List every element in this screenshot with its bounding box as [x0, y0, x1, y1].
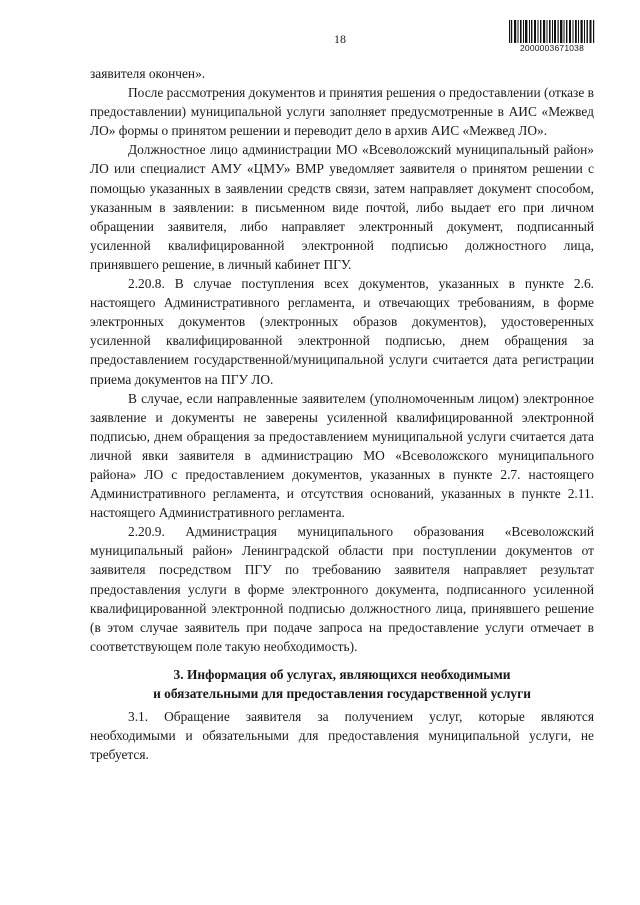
barcode-number: 2000003671038: [508, 43, 596, 53]
section-3-heading: [90, 665, 594, 703]
page-number: 18: [334, 32, 346, 46]
section-3-heading-line-1: 3. Информация об услугах, являющихся необходимыми: [173, 666, 511, 682]
paragraph-notification: Должностное лицо администрации МО «Всеволожский муниципальный район» ЛО или специалист АМУ «ЦМУ» ВМР уведомляет заявителя о принятом решении с помощью указанных в заявлении средств связи, затем направляет документ способом, указанным в заявлении: в письменном виде почтой, либо выдает его при личном обращении заявителя, либо направляет электронный документ, подписанный усиленной квалифицированной электронной подписью должностного лица, принявшего решение, в личный кабинет ПГУ.: [90, 142, 594, 272]
paragraph-2-20-9: 2.20.9. Администрация муниципального образования «Всеволожский муниципальный район» Ленинградской области при поступлении документов от заявителя посредством ПГУ по требованию заявителя направляет результат предоставления услуги в форме электронного документа, подписанного усиленной квалифицированной электронной подписью должностного лица, принявшего решение (в этом случае заявитель при подаче запроса на предоставление услуги отмечает в соответствующем поле такую необходимость).: [90, 524, 594, 654]
paragraph-2-20-8: 2.20.8. В случае поступления всех документов, указанных в пункте 2.6. настоящего Административного регламента, и отвечающих требованиям, в форме электронных документов (электронных образов документов), удостоверенных усиленной квалифицированной электронной подписью, днем обращения за предоставлением государственной/муниципальной услуги считается дата регистрации приема документов на ПГУ ЛО.: [90, 276, 594, 387]
paragraph-3-1: 3.1. Обращение заявителя за получением услуг, которые являются необходимыми и обязательными для предоставления муниципальной услуги, не требуется.: [90, 709, 594, 763]
section-3-heading-line-2: и обязательными для предоставления государственной услуги: [153, 686, 531, 701]
paragraph-continuation: заявителя окончен».: [90, 66, 206, 81]
barcode-bars: [508, 20, 596, 44]
barcode: [508, 20, 596, 54]
document-body: [90, 64, 594, 764]
paragraph-archive: После рассмотрения документов и принятия решения о предоставлении (отказе в предоставлении) муниципальной услуги заполняет предусмотренные в АИС «Межвед ЛО» формы о принятом решении и переводит дело в архив АИС «Межвед ЛО».: [90, 85, 594, 139]
paragraph-unsigned-application: В случае, если направленные заявителем (уполномоченным лицом) электронное заявление и документы не заверены усиленной квалифицированной электронной подписью, днем обращения за предоставлением муниципальной услуги считается дата личной явки заявителя в администрацию МО «Всеволожского муниципального района» ЛО с предоставлением документов, указанных в пункте 2.7. настоящего Административного регламента, и отсутствия оснований, указанных в пункте 2.11. настоящего Административного регламента.: [90, 390, 594, 521]
